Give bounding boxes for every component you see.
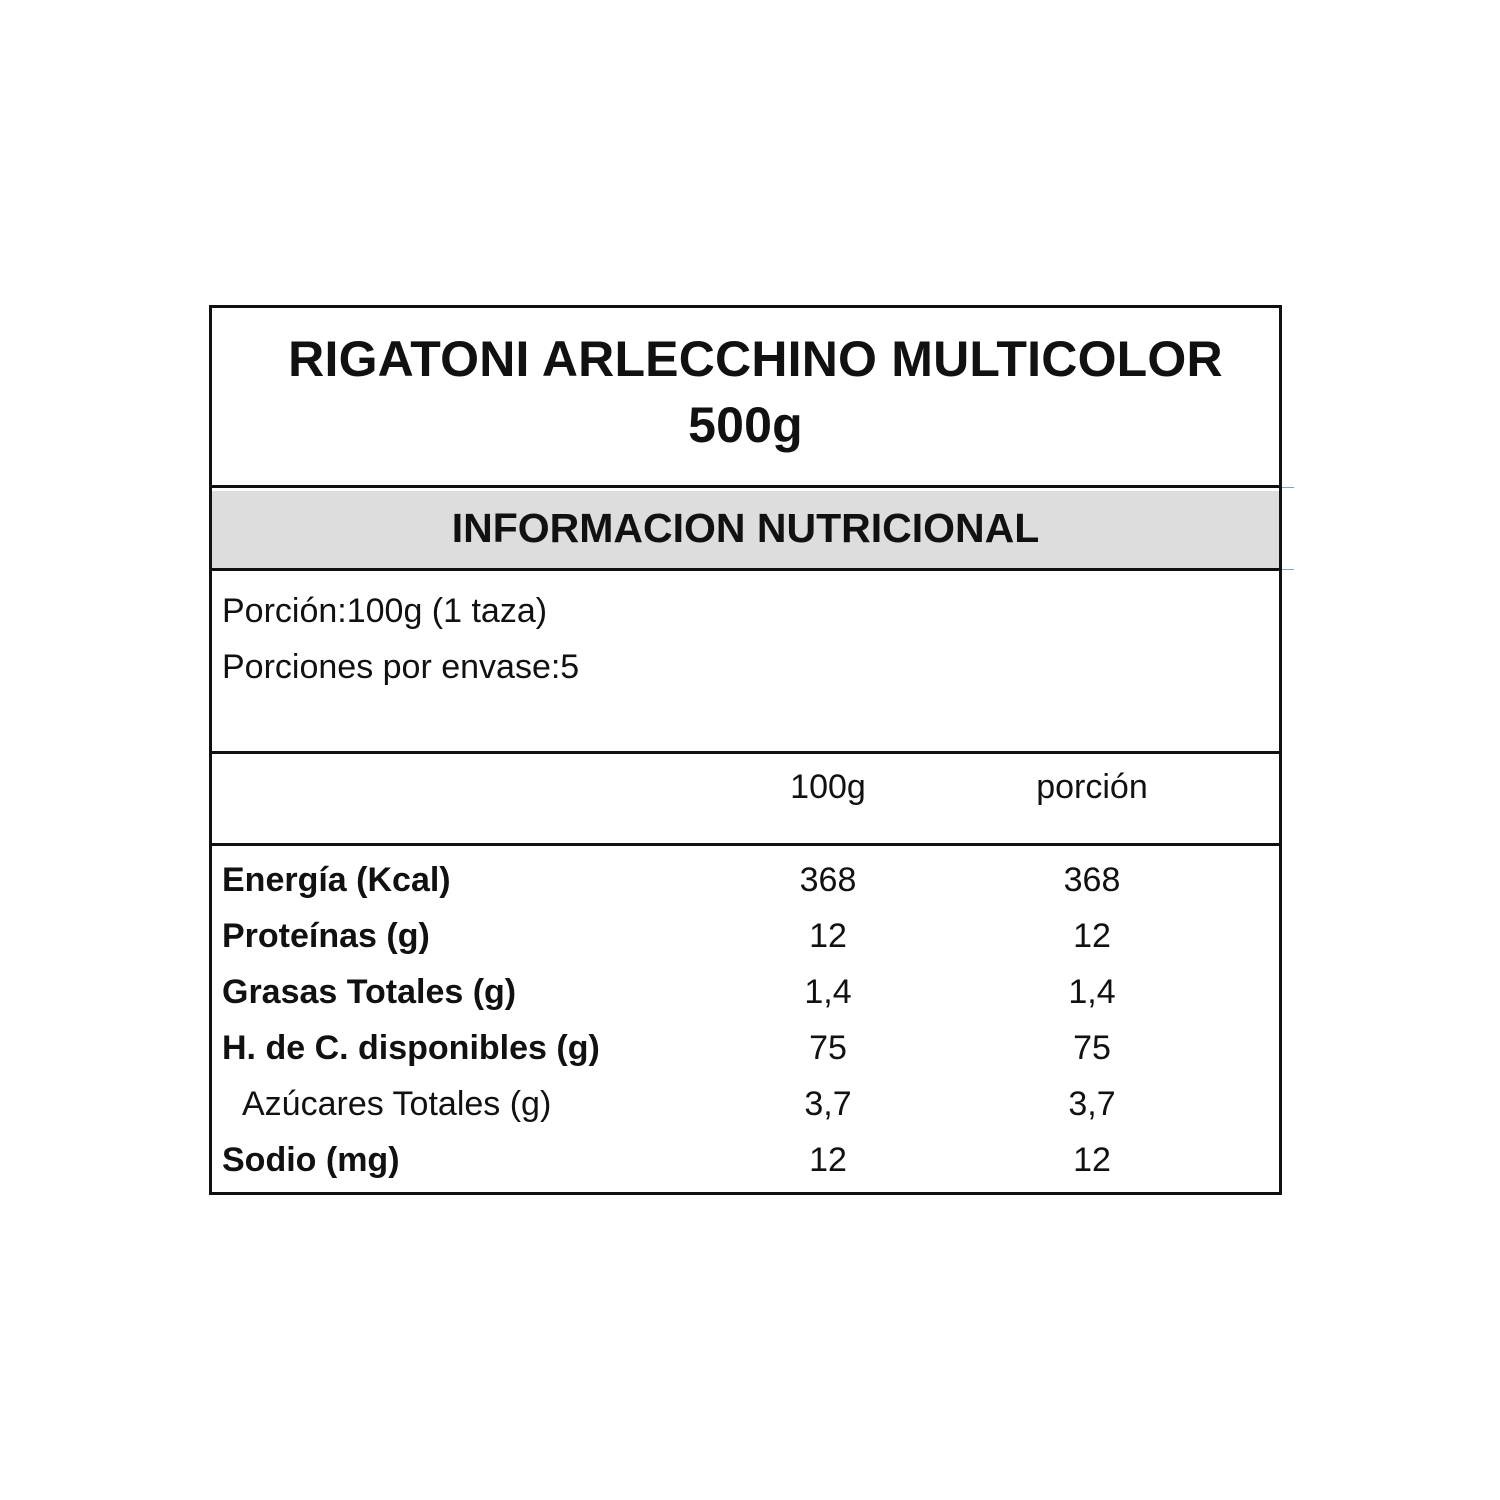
section-header xyxy=(212,491,1279,571)
nutrient-row-total-fat xyxy=(212,961,1279,1017)
nutrient-value-portion: 1,4 xyxy=(1068,973,1116,1011)
column-header-100g: 100g xyxy=(790,768,866,806)
nutrient-row-protein xyxy=(212,905,1279,961)
product-weight: 500g xyxy=(688,397,803,453)
nutrient-value-100g: 75 xyxy=(809,1029,847,1067)
nutrient-name: Energía (Kcal) xyxy=(222,861,451,899)
nutrient-value-100g: 12 xyxy=(809,1141,847,1179)
nutrient-value-100g: 3,7 xyxy=(804,1085,852,1123)
nutrient-row-sodium xyxy=(212,1129,1279,1185)
nutrient-value-100g: 1,4 xyxy=(804,973,852,1011)
product-title-block xyxy=(212,308,1279,488)
nutrient-name: Proteínas (g) xyxy=(222,917,430,955)
product-name: RIGATONI ARLECCHINO MULTICOLOR xyxy=(288,331,1223,387)
bottom-rule xyxy=(209,1192,1282,1195)
nutrient-row-carbohydrates xyxy=(212,1017,1279,1073)
serving-info xyxy=(212,574,1279,754)
nutrition-label xyxy=(209,305,1282,1195)
portions-per-package: Porciones por envase:5 xyxy=(222,648,580,686)
nutrient-row-sugars xyxy=(212,1073,1279,1129)
nutrient-name: Grasas Totales (g) xyxy=(222,973,517,1011)
cell-guide-mark xyxy=(1282,569,1294,570)
nutrient-value-portion: 12 xyxy=(1073,1141,1111,1179)
section-title: INFORMACION NUTRICIONAL xyxy=(451,505,1040,551)
column-header-row xyxy=(212,754,1279,846)
nutrient-row-energy xyxy=(212,849,1279,905)
nutrient-value-portion: 12 xyxy=(1073,917,1111,955)
nutrient-name: H. de C. disponibles (g) xyxy=(222,1029,600,1067)
nutrient-name: Azúcares Totales (g) xyxy=(242,1085,552,1123)
portion-size: Porción:100g (1 taza) xyxy=(222,592,548,630)
nutrient-value-100g: 12 xyxy=(809,917,847,955)
column-header-portion: porción xyxy=(1036,768,1148,806)
nutrient-value-portion: 3,7 xyxy=(1068,1085,1116,1123)
cell-guide-mark xyxy=(1282,487,1294,488)
nutrient-value-100g: 368 xyxy=(799,861,857,899)
nutrient-value-portion: 75 xyxy=(1073,1029,1111,1067)
nutrient-name: Sodio (mg) xyxy=(222,1141,400,1179)
nutrient-value-portion: 368 xyxy=(1063,861,1121,899)
